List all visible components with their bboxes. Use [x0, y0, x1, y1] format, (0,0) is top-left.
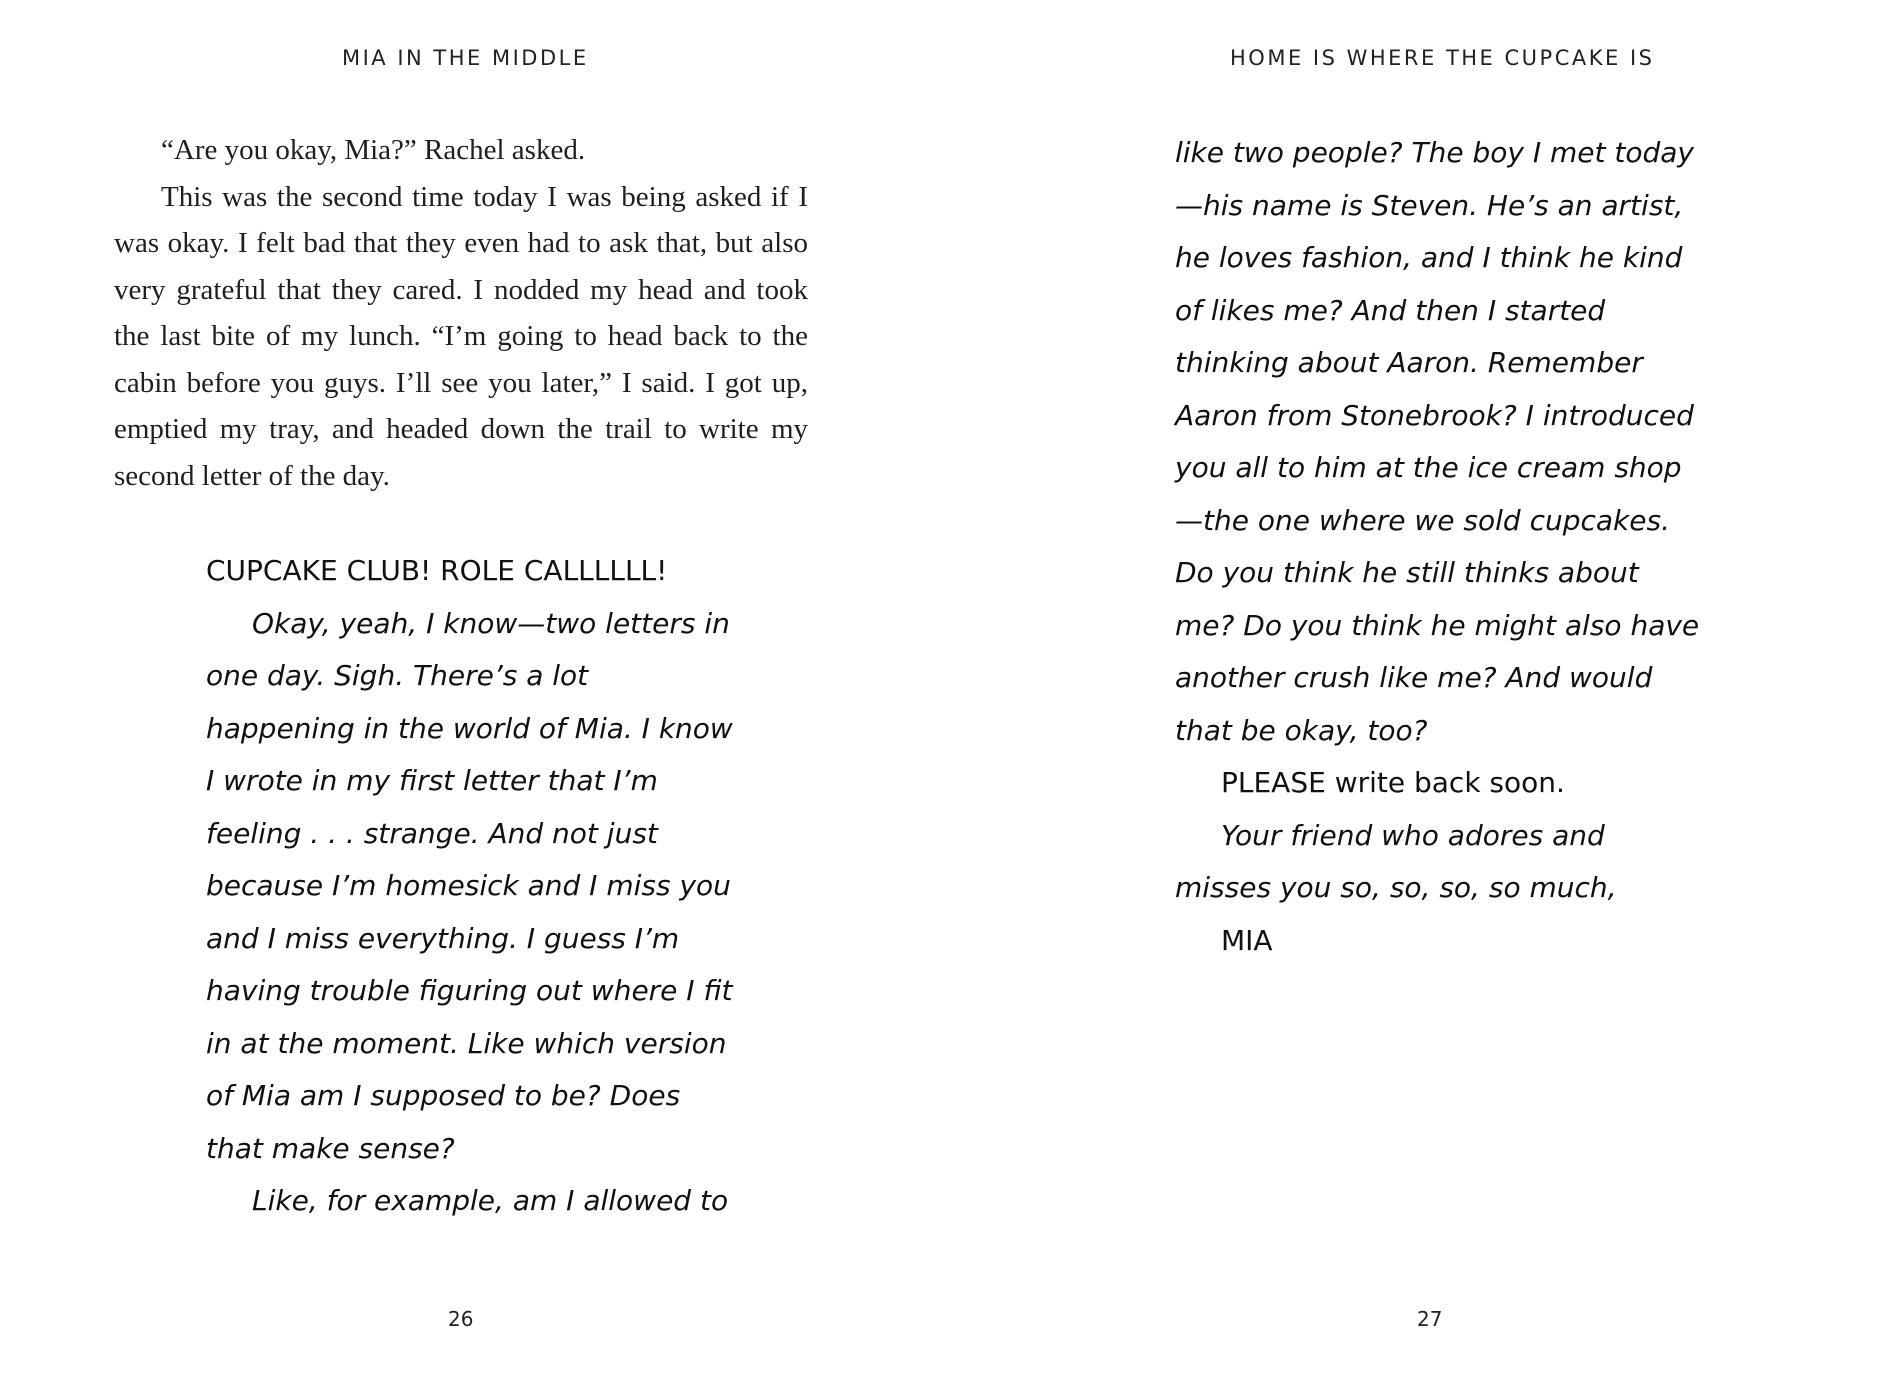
left-page: [0, 0, 938, 1396]
letter-request: PLEASE write back soon.: [1221, 766, 1565, 799]
letter-paragraph: Okay, yeah, I know—two letters in one day. Sigh. There’s a lot happening in the world of Mia. I know I wrote in my first letter that I’m feeling . . . strange. And not just because I’m homesick and I miss you and I miss everything. I guess I’m having trouble figuring out where I fit in at the moment. Like which version of Mia am I supposed to be? Does that make sense?: [206, 606, 733, 1165]
letter-signature: MIA: [1221, 923, 1273, 957]
right-page: [938, 0, 1877, 1396]
page-number-left: 26: [448, 1307, 474, 1331]
page-number-right: 27: [1417, 1307, 1443, 1331]
paragraph-narration: This was the second time today I was being asked if I was okay. I felt bad that they even had to ask that, but also very grateful that they cared. I nodded my head and took the last bite of my lunch. “I’m going to head back to the cabin before you guys. I’ll see you later,” I said. I got up, emptied my tray, and headed down the trail to write my second letter of the day.: [114, 180, 808, 492]
letter-salutation: CUPCAKE CLUB! ROLE CALLLLLL!: [206, 554, 668, 587]
narrative-text: [114, 127, 808, 499]
letter-continued-paragraph: like two people? The boy I met today—his name is Steven. He’s an artist, he loves fashion, and I think he kind of likes me? And then I started thinking about Aaron. Remember Aaron from Stonebrook? I introduced you all to him at the ice cream shop—the one where we sold cupcakes. Do you think he still thinks about me? Do you think he might also have another crush like me? And would that be okay, too?: [1175, 136, 1700, 747]
letter-part-two: [1175, 127, 1705, 967]
running-head-right: HOME IS WHERE THE CUPCAKE IS: [1230, 46, 1655, 70]
running-head-left: MIA IN THE MIDDLE: [342, 46, 589, 70]
letter-part-one: [206, 545, 736, 1228]
paragraph-dialogue: “Are you okay, Mia?” Rachel asked.: [161, 134, 586, 166]
letter-paragraph: Like, for example, am I allowed to: [252, 1184, 729, 1217]
letter-closing: Your friend who adores and misses you so, so, so, so much,: [1175, 818, 1617, 904]
